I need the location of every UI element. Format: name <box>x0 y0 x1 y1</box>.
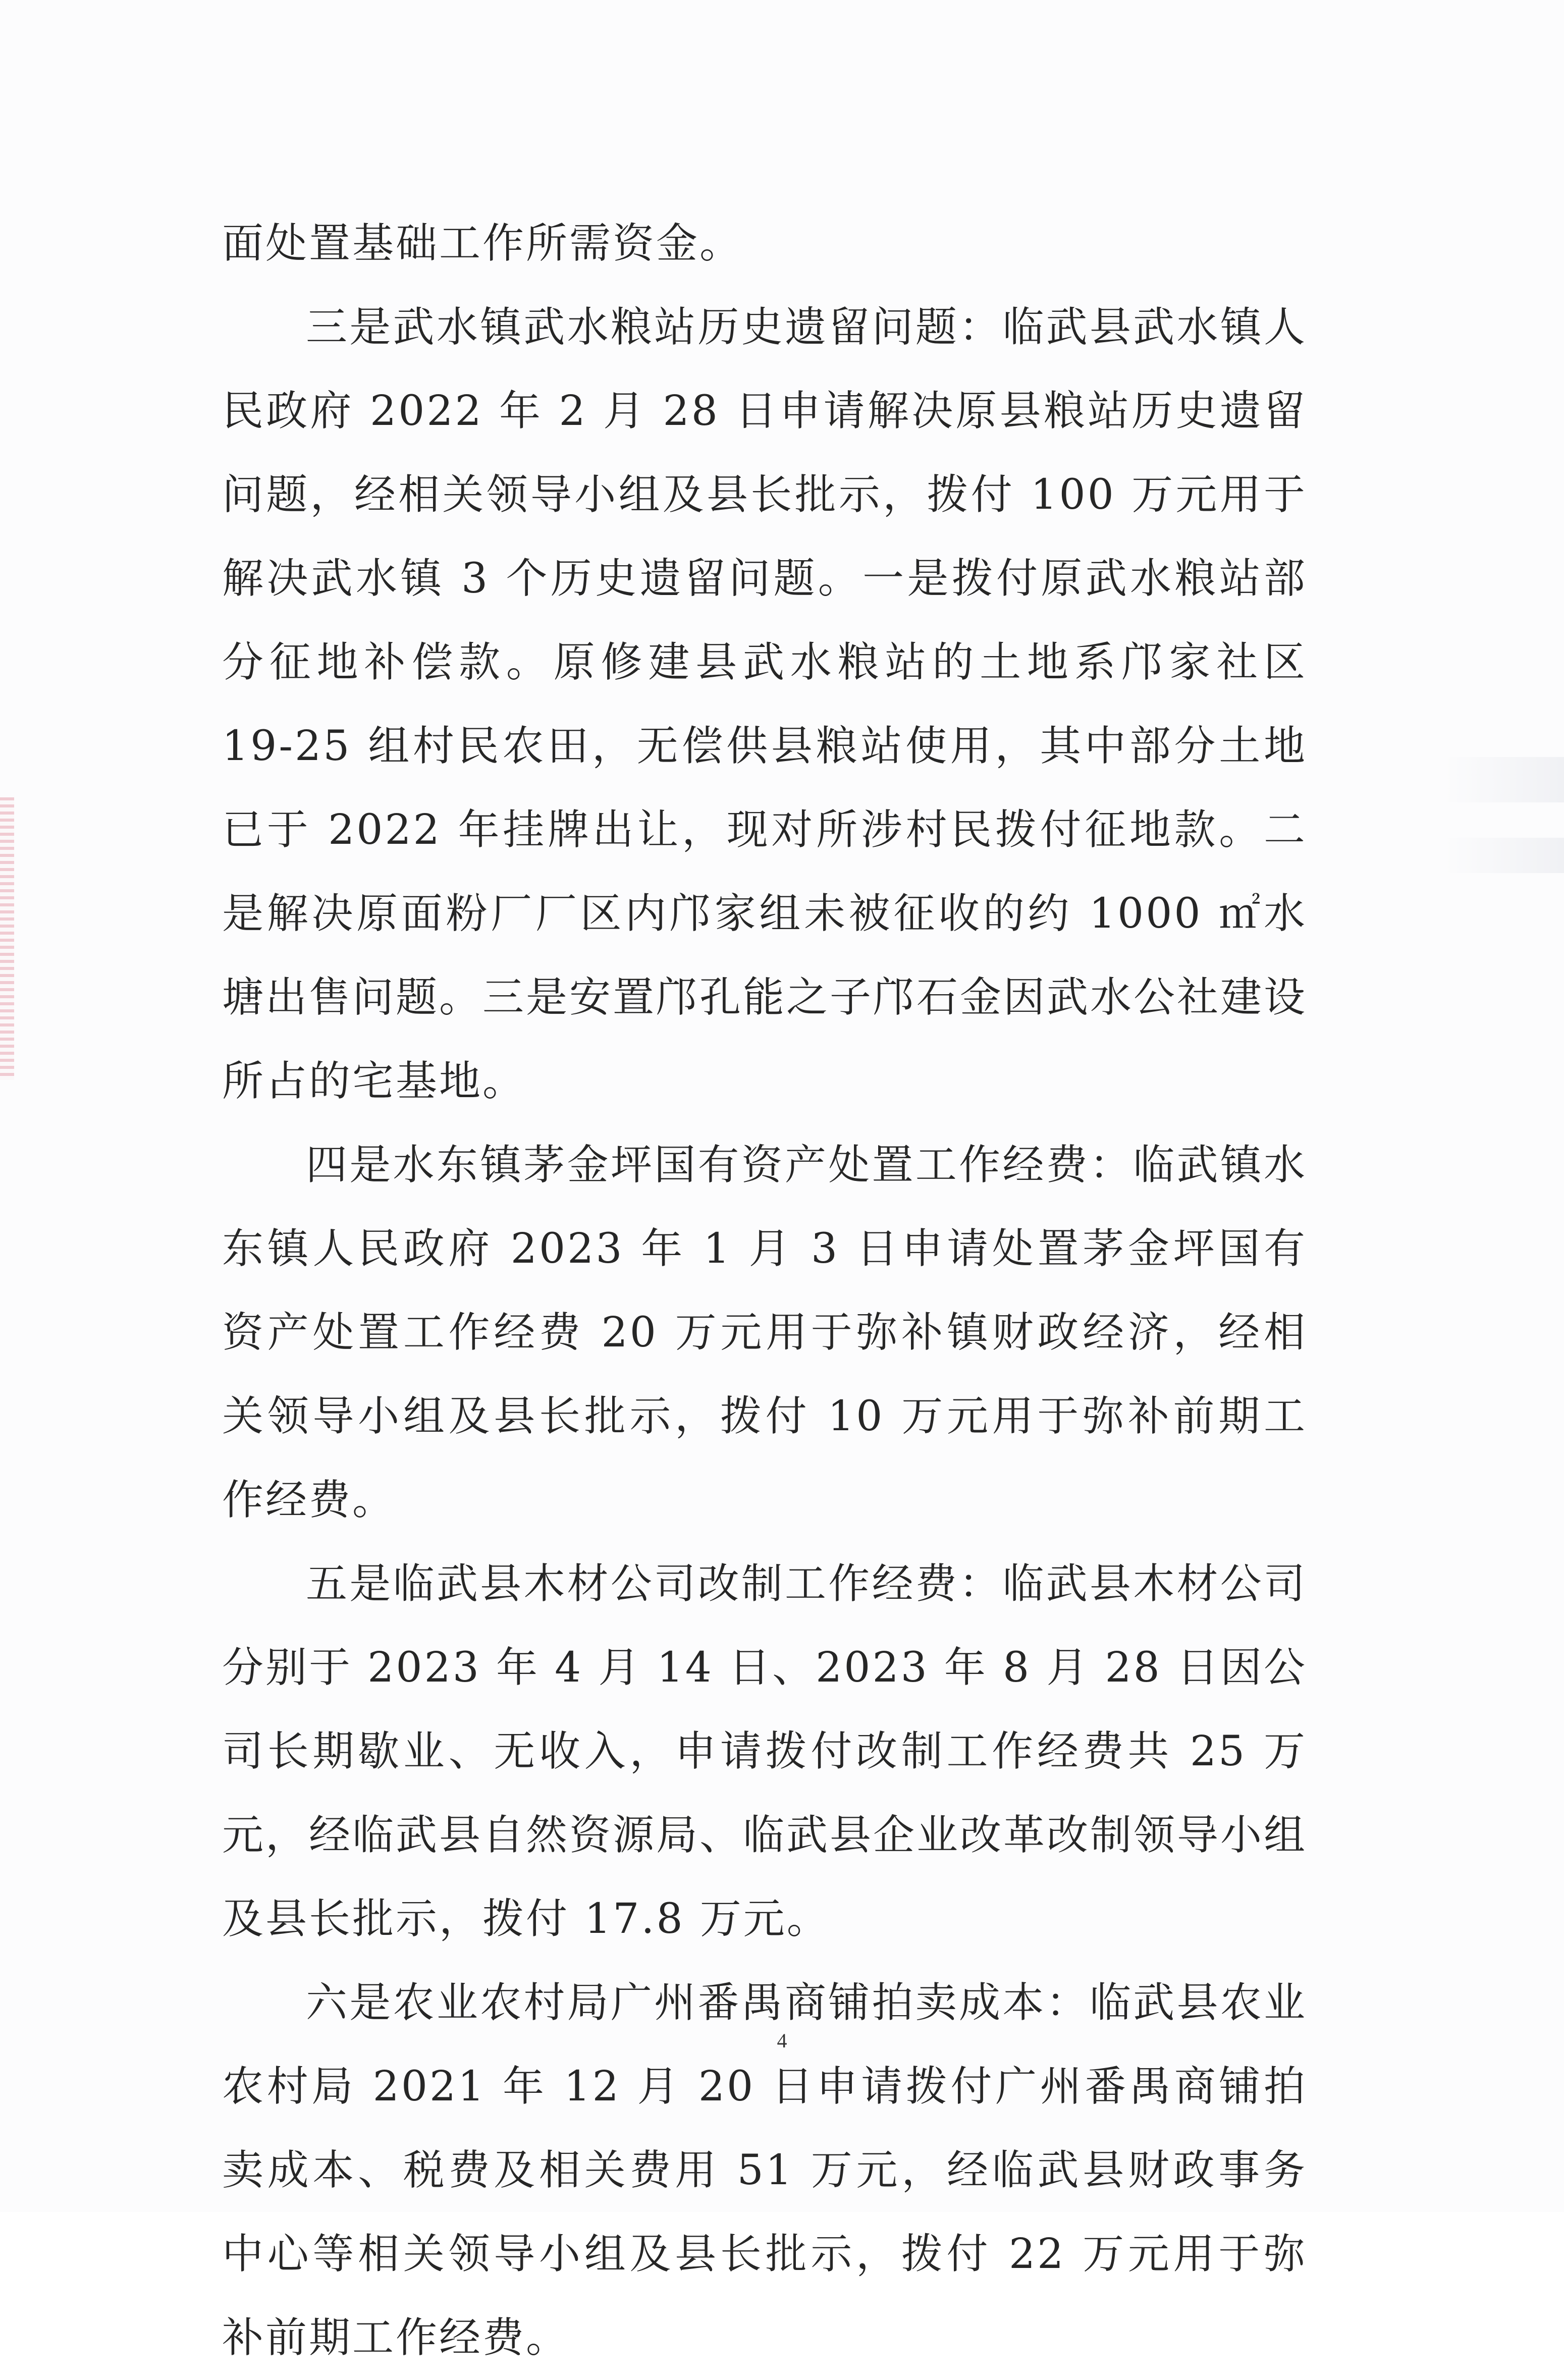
scan-shadow <box>1443 757 1564 802</box>
seal-stamp-edge <box>0 797 14 1080</box>
paragraph-timber-company: 五是临武县木材公司改制工作经费：临武县木材公司分别于 2023 年 4 月 14 日、2023 年 8 月 28 日因公司长期歇业、无收入，申请拨付改制工作经费共 25 万元，经临武县自然资源局、临武县企业改革改制领导小组及县长批示，拨付 17.8 万元。 <box>222 1560 1308 1943</box>
page-number: 4 <box>777 2029 787 2052</box>
scan-shadow <box>1443 838 1564 873</box>
paragraph-shuidong-maojinping: 四是水东镇茅金坪国有资产处置工作经费：临武镇水东镇人民政府 2023 年 1 月 3 日申请处置茅金坪国有资产处置工作经费 20 万元用于弥补镇财政经济，经相关领导小组及县长批示，拨付 10 万元用于弥补前期工作经费。 <box>222 1141 1307 1524</box>
paragraph-panyu-shop-auction: 六是农业农村局广州番禺商铺拍卖成本：临武县农业农村局 2021 年 12 月 20 日申请拨付广州番禺商铺拍卖成本、税费及相关费用 51 万元，经临武县财政事务中心等相关领导小组及县长批示，拨付 22 万元用于弥补前期工作经费。 <box>222 1979 1307 2362</box>
body-text <box>222 202 1307 2380</box>
paragraph-wushui-grain-station: 三是武水镇武水粮站历史遗留问题：临武县武水镇人民政府 2022 年 2 月 28 日申请解决原县粮站历史遗留问题，经相关领导小组及县长批示，拨付 100 万元用于解决武水镇 3 个历史遗留问题。一是拨付原武水粮站部分征地补偿款。原修建县武水粮站的土地系邝家社区 19-25 组村民农田，无偿供县粮站使用，其中部分土地已于 2022 年挂牌出让，现对所涉村民拨付征地款。二是解决原面粉厂厂区内邝家组未被征收的约 1000 ㎡水塘出售问题。三是安置邝孔能之子邝石金因武水公社建设所占的宅基地。 <box>222 303 1308 1105</box>
paragraph-continuation: 面处置基础工作所需资金。 <box>222 220 743 267</box>
